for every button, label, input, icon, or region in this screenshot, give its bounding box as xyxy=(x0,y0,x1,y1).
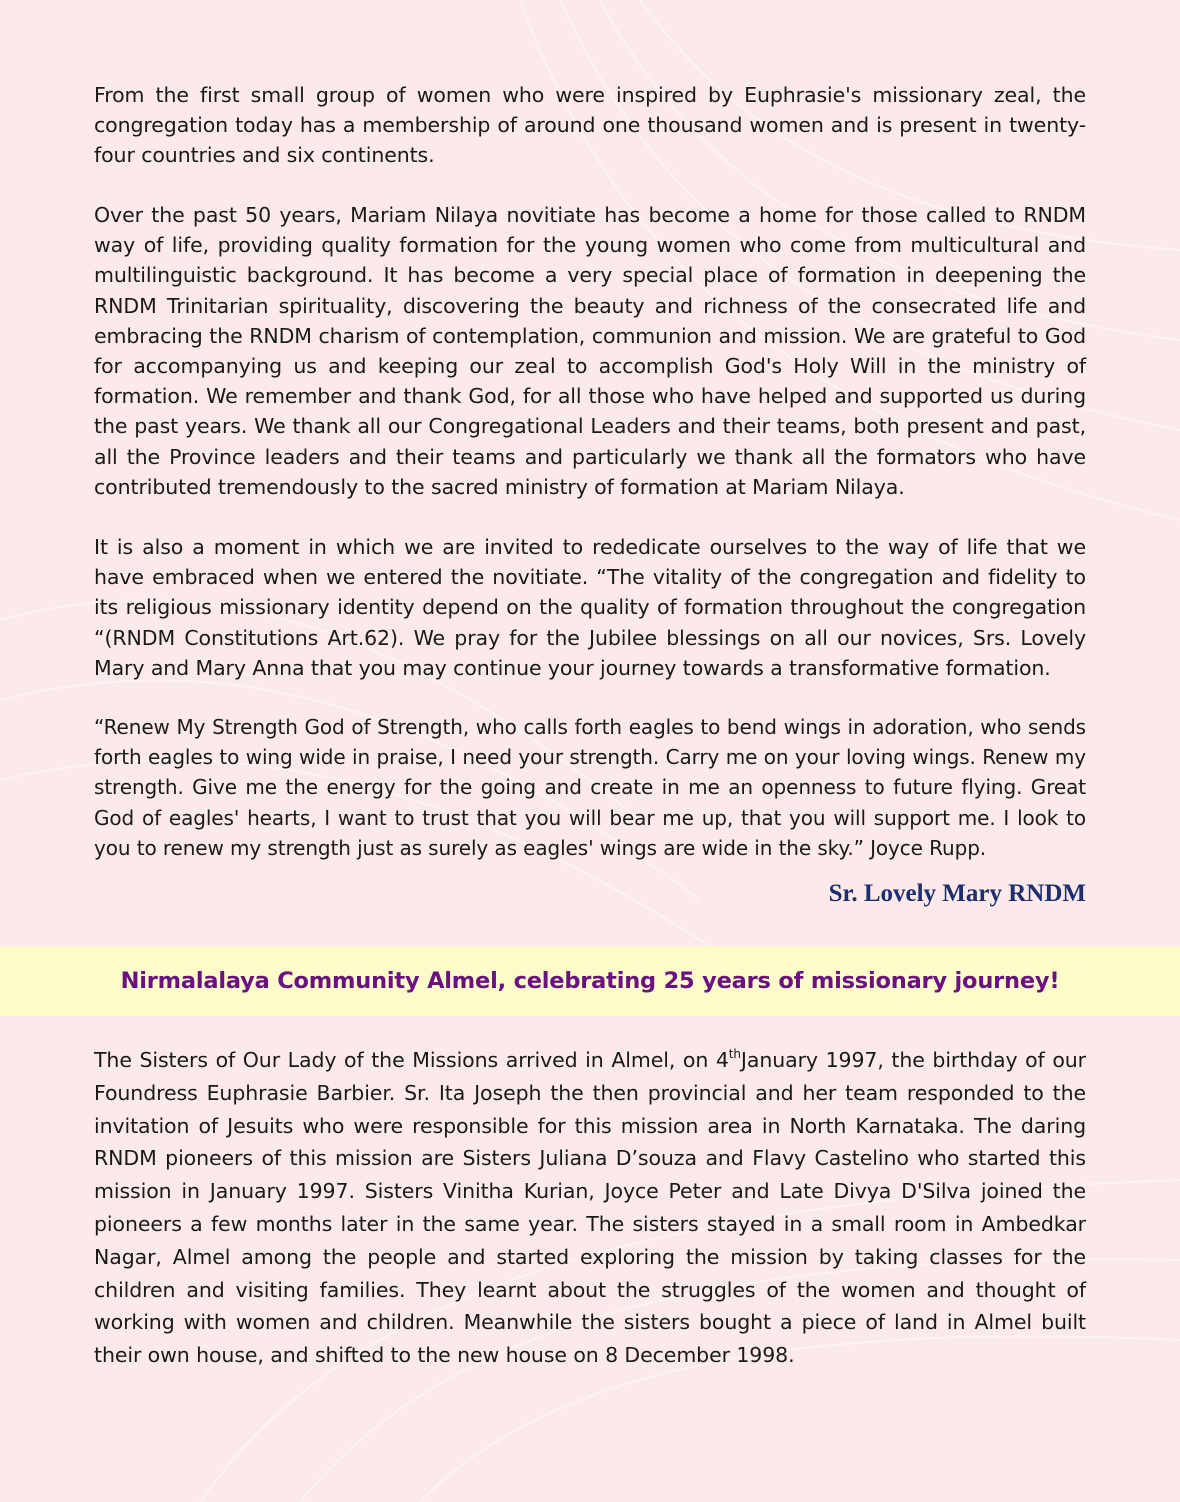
paragraph-text: From the first small group of women who were inspired by Euphrasie's missionary zeal, the congregation today has a membership of around one thousand women and is present in twenty-four countries and six continents. xyxy=(94,83,1086,168)
quote-text: “Renew My Strength God of Strength, who calls forth eagles to bend wings in adoration, who sends forth eagles to wing wide in praise, I need your strength. Carry me on your loving wings. Renew my strength. Give me the energy for the going and create in me an openness to future flying. Great God of eagles' hearts, I want to trust that you will bear me up, that you will support me. I look to you to renew my strength just as surely as eagles' wings are wide in the sky.” Joyce Rupp. xyxy=(94,715,1086,860)
section-banner xyxy=(0,946,1180,1016)
prayer-quote xyxy=(94,712,1086,863)
section-title: Nirmalalaya Community Almel, celebrating 25 years of missionary journey! xyxy=(120,968,1060,994)
text-before-ordinal: The Sisters of Our Lady of the Missions arrived in Almel, on 4 xyxy=(94,1048,729,1072)
paragraph-almel-history xyxy=(94,1044,1086,1372)
paragraph-text: Over the past 50 years, Mariam Nilaya novitiate has become a home for those called to RNDM way of life, providing quality formation for the young women who come from multicultural and multilinguistic background. It has become a very special place of formation in deepening the RNDM Trinitarian spirituality, discovering the beauty and richness of the consecrated life and embracing the RNDM charism of contemplation, communion and mission. We are grateful to God for accompanying us and keeping our zeal to accomplish God's Holy Will in the ministry of formation. We remember and thank God, for all those who have helped and supported us during the past years. We thank all our Congregational Leaders and their teams, both present and past, all the Province leaders and their teams and particularly we thank all the formators who have contributed tremendously to the sacred ministry of formation at Mariam Nilaya. xyxy=(94,203,1086,499)
paragraph-mariam-nilaya xyxy=(94,200,1086,502)
paragraph-rededication xyxy=(94,532,1086,683)
paragraph-text xyxy=(94,1044,1086,1372)
paragraph-congregation-membership xyxy=(94,80,1086,171)
text-after-ordinal: January 1997, the birthday of our Foundress Euphrasie Barbier. Sr. Ita Joseph the then provincial and her team responded to the invitation of Jesuits who were responsible for this mission area in North Karnataka. The daring RNDM pioneers of this mission are Sisters Juliana D’souza and Flavy Castelino who started this mission in January 1997. Sisters Vinitha Kurian, Joyce Peter and Late Divya D'Silva joined the pioneers a few months later in the same year. The sisters stayed in a small room in Ambedkar Nagar, Almel among the people and started exploring the mission by taking classes for the children and visiting families. They learnt about the struggles of the women and thought of working with women and children. Meanwhile the sisters bought a piece of land in Almel built their own house, and shifted to the new house on 8 December 1998. xyxy=(94,1048,1086,1368)
ordinal-suffix: th xyxy=(728,1047,741,1061)
author-signature: Sr. Lovely Mary RNDM xyxy=(828,880,1086,907)
paragraph-text: It is also a moment in which we are invited to rededicate ourselves to the way of life that we have embraced when we entered the novitiate. “The vitality of the congregation and fidelity to its religious missionary identity depend on the quality of formation throughout the congregation “(RNDM Constitutions Art.62). We pray for the Jubilee blessings on all our novices, Srs. Lovely Mary and Mary Anna that you may continue your journey towards a transformative formation. xyxy=(94,535,1086,680)
